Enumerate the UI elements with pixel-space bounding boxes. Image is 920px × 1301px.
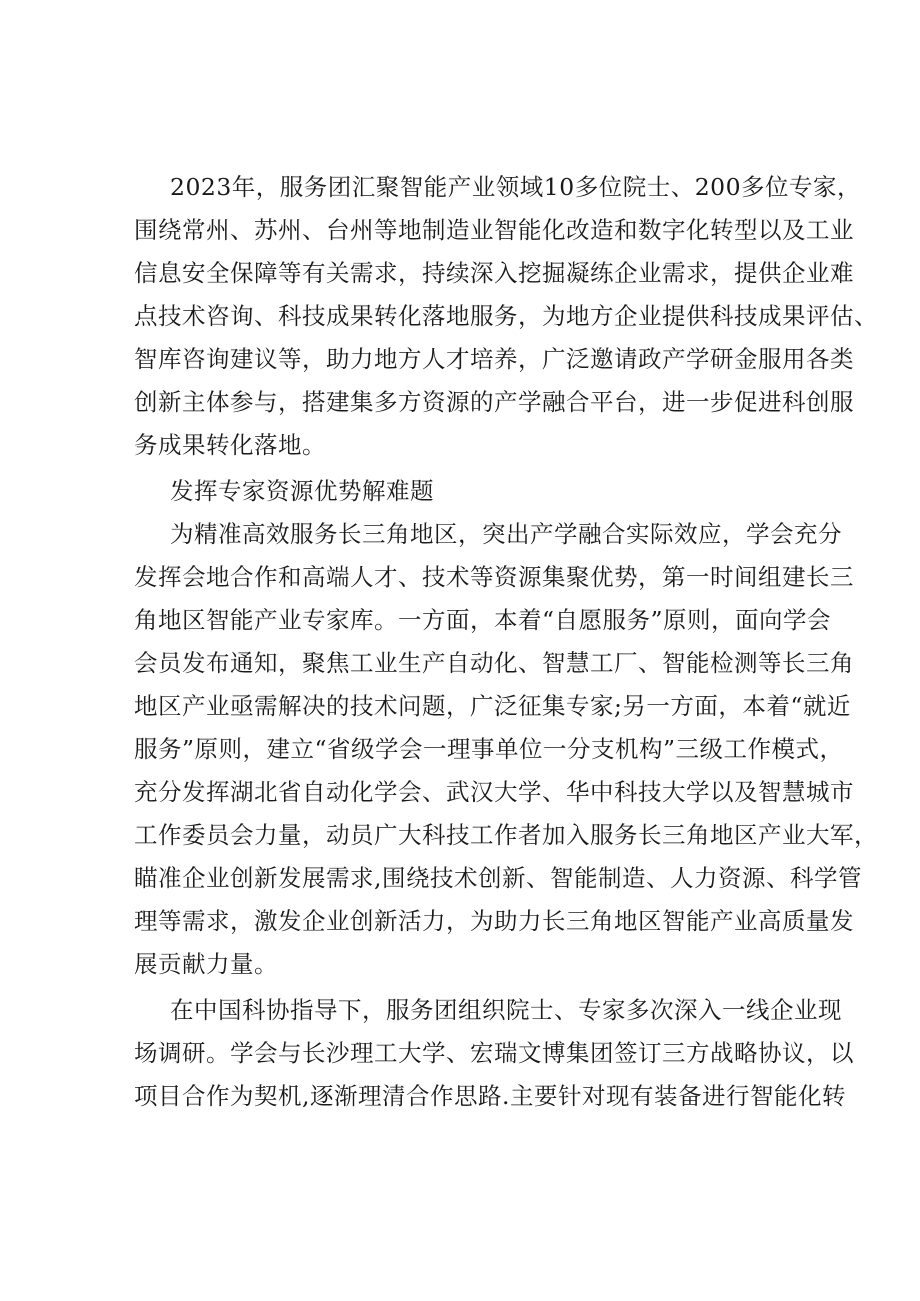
paragraph-1-line-6: 创新主体参与，搭建集多方资源的产学融合平台，进一步促进科创服 bbox=[134, 388, 854, 416]
paragraph-1-line-2: 围绕常州、苏州、台州等地制造业智能化改造和数字化转型以及工业 bbox=[134, 216, 854, 244]
paragraph-2-line-1: 为精准高效服务长三角地区，突出产学融合实际效应，学会充分 bbox=[170, 520, 842, 548]
paragraph-1-line-7: 务成果转化落地。 bbox=[134, 431, 326, 459]
paragraph-2-line-2: 发挥会地合作和高端人才、技术等资源集聚优势，第一时间组建长三 bbox=[134, 563, 854, 591]
paragraph-1-line-4: 点技术咨询、科技成果转化落地服务，为地方企业提供科技成果评估、 bbox=[134, 302, 878, 330]
paragraph-2-line-5: 地区产业亟需解决的技术问题，广泛征集专家;另一方面，本着“就近 bbox=[134, 692, 851, 720]
paragraph-2-line-7: 充分发挥湖北省自动化学会、武汉大学、华中科技大学以及智慧城市 bbox=[134, 778, 854, 806]
section-heading: 发挥专家资源优势解难题 bbox=[170, 477, 434, 505]
paragraph-2-line-8: 工作委员会力量，动员广大科技工作者加入服务长三角地区产业大军， bbox=[134, 821, 878, 849]
paragraph-2-line-3: 角地区智能产业专家库。一方面，本着“自愿服务”原则，面向学会 bbox=[134, 606, 832, 634]
paragraph-2-line-4: 会员发布通知，聚焦工业生产自动化、智慧工厂、智能检测等长三角 bbox=[134, 649, 854, 677]
paragraph-3-line-3: 项目合作为契机,逐渐理清合作思路.主要针对现有装备进行智能化转 bbox=[134, 1082, 846, 1110]
paragraph-2-line-9: 瞄准企业创新发展需求,围绕技术创新、智能制造、人力资源、科学管 bbox=[134, 864, 862, 892]
paragraph-1-line-3: 信息安全保障等有关需求，持续深入挖掘凝练企业需求，提供企业难 bbox=[134, 259, 854, 287]
paragraph-3-line-2: 场调研。学会与长沙理工大学、宏瑞文博集团签订三方战略协议，以 bbox=[134, 1039, 854, 1067]
paragraph-2-line-11: 展贡献力量。 bbox=[134, 950, 278, 978]
paragraph-2-line-10: 理等需求，激发企业创新活力，为助力长三角地区智能产业高质量发 bbox=[134, 907, 854, 935]
paragraph-3-line-1: 在中国科协指导下，服务团组织院士、专家多次深入一线企业现 bbox=[170, 996, 842, 1024]
paragraph-1-line-5: 智库咨询建议等，助力地方人才培养，广泛邀请政产学研金服用各类 bbox=[134, 345, 854, 373]
paragraph-2-line-6: 服务”原则，建立“省级学会一理事单位一分支机构”三级工作模式， bbox=[134, 735, 844, 763]
paragraph-1-line-1: 2023年，服务团汇聚智能产业领域10多位院士、200多位专家， bbox=[170, 173, 862, 201]
